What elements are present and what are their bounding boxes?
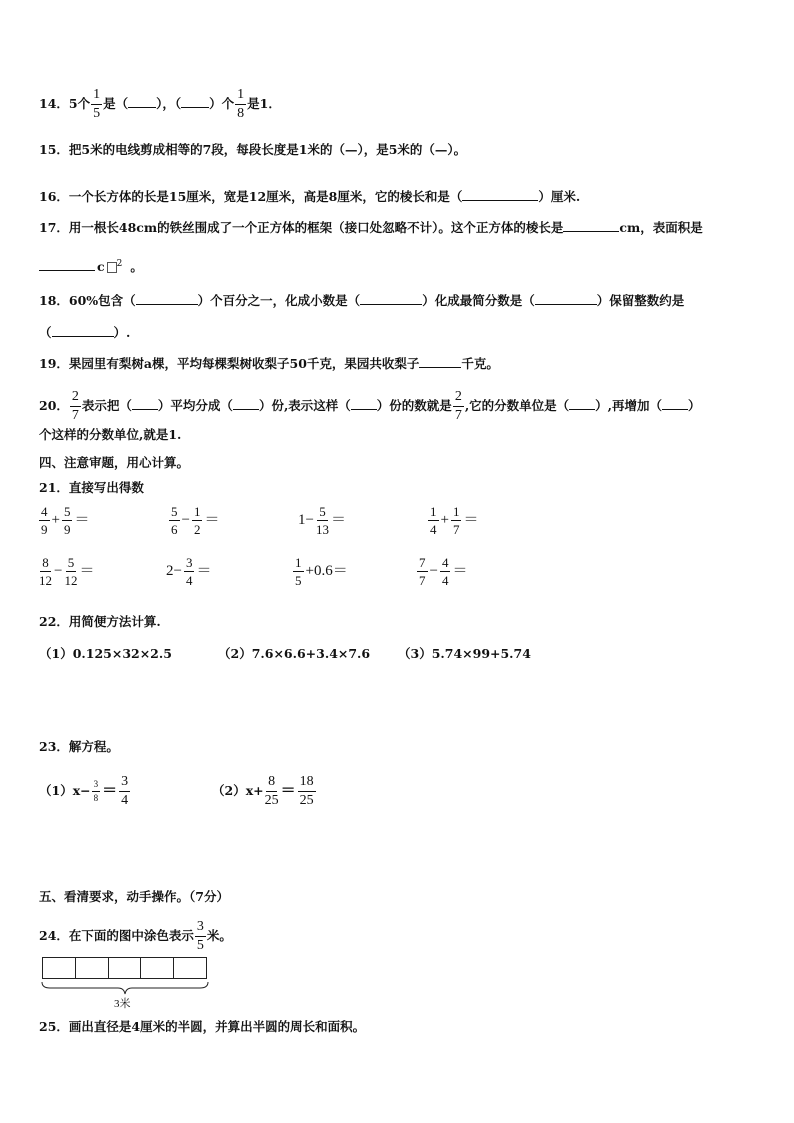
numerator: 1 (452, 504, 460, 519)
question-16 (39, 188, 580, 205)
math-symbol: ＝ (79, 562, 95, 579)
numerator: 8 (42, 555, 49, 570)
q20-f1-denominator: 7 (71, 408, 79, 423)
q20-blank-1[interactable] (132, 397, 158, 410)
q18-blank-3[interactable] (535, 292, 597, 305)
math-symbol: 2− (166, 562, 182, 579)
math-symbol: ＝ (330, 511, 346, 528)
q18-text-c: ）化成最简分数是（ (422, 293, 535, 308)
q20-text-f: ）,再增加（ (595, 398, 663, 413)
math-symbol: − (54, 562, 63, 579)
numerator: 5 (171, 504, 178, 519)
question-19 (39, 355, 499, 372)
q14-f2-denominator: 8 (237, 106, 245, 121)
fraction (192, 505, 203, 536)
q23-part-2 (212, 775, 317, 808)
question-23-title: 23．解方程。 (39, 739, 119, 754)
q20-text-g: ） (688, 398, 701, 413)
q22-part-2: （2）7.6×6.6+3.4×7.6 (218, 646, 371, 661)
q20-fraction-1 (70, 390, 81, 423)
question-17-line-2 (39, 256, 143, 275)
denominator: 4 (185, 573, 193, 588)
numerator: 18 (298, 775, 316, 792)
question-14 (39, 88, 281, 121)
q18-blank-4[interactable] (52, 324, 114, 337)
q14-text-b: 是（ (103, 96, 129, 111)
fraction (298, 775, 316, 808)
fraction (39, 505, 50, 536)
math-symbol: + (51, 511, 60, 528)
fraction (62, 505, 73, 536)
q14-number: 14． (39, 96, 69, 111)
question-20-line-1 (39, 390, 701, 423)
q14-f1-numerator: 1 (91, 88, 102, 105)
question-22-title: 22．用简便方法计算. (39, 614, 161, 629)
strip-cell[interactable] (76, 958, 109, 978)
q14-text-e: 是1． (247, 96, 281, 111)
q20-f2-denominator: 7 (454, 408, 462, 423)
strip-cell[interactable] (174, 958, 206, 978)
q24-fraction (195, 920, 206, 953)
q17-text-b: cm，表面积是 (619, 220, 703, 235)
numerator: 4 (41, 504, 48, 519)
fraction (184, 556, 195, 587)
math-symbol: ＝ (102, 781, 118, 799)
denominator: 7 (452, 522, 460, 537)
math-symbol: ＝ (196, 562, 212, 579)
fraction (293, 556, 304, 587)
question-17-line-1 (39, 219, 703, 236)
math-symbol: ＝ (463, 511, 479, 528)
q21-item-2 (168, 505, 220, 536)
denominator: 25 (299, 793, 314, 808)
q23-part-1 (39, 775, 131, 808)
q17-superscript: 2 (116, 259, 123, 269)
q14-text-c: ），（ (156, 96, 182, 111)
q20-number: 20． (39, 398, 69, 413)
q19-text-a: 19．果园里有梨树a棵，平均每棵梨树收梨子50千克，果园共收梨子 (39, 356, 420, 371)
q14-f2-numerator: 1 (235, 88, 246, 105)
denominator: 4 (441, 573, 449, 588)
denominator: 5 (295, 573, 302, 588)
q21-item-1 (38, 505, 90, 536)
denominator: 9 (41, 522, 48, 537)
fraction (417, 556, 428, 587)
q18-text-f: ）. (113, 325, 131, 340)
math-symbol: （2）x+ (212, 783, 264, 798)
q20-blank-3[interactable] (351, 397, 377, 410)
denominator: 9 (63, 522, 71, 537)
q16-text-b: ）厘米. (538, 189, 581, 204)
q20-text-a: 表示把（ (81, 398, 132, 413)
numerator: 5 (67, 555, 75, 570)
q22-part-3: （3）5.74×99+5.74 (398, 646, 531, 661)
q17-unit: c (97, 259, 105, 275)
q18-text-b: ）个百分之一，化成小数是（ (197, 293, 361, 308)
q21-item-3 (297, 505, 347, 536)
numerator: 1 (295, 555, 302, 570)
q21-item-5 (38, 556, 95, 587)
strip-cell[interactable] (109, 958, 142, 978)
denominator: 2 (193, 522, 201, 537)
math-symbol: 1− (298, 511, 314, 528)
q20-text-b: ）平均分成（ (157, 398, 233, 413)
q21-item-7 (292, 556, 349, 587)
q19-text-b: 千克。 (461, 356, 499, 371)
q17-text-a: 17．用一根长48cm的铁丝围成了一个正方体的框架（接口处忽略不计）。这个正方体的棱长是 (39, 220, 564, 235)
denominator: 8 (93, 793, 99, 803)
denominator: 13 (315, 522, 329, 537)
math-symbol: − (429, 562, 438, 579)
q20-text-d: ）份的数就是 (376, 398, 452, 413)
question-24 (39, 920, 232, 953)
numerator: 5 (319, 504, 326, 519)
q16-blank[interactable] (462, 188, 538, 201)
q20-f1-numerator: 2 (70, 390, 81, 407)
math-symbol: ＝ (452, 562, 468, 579)
question-18-line-2 (39, 324, 130, 341)
denominator: 4 (121, 793, 129, 808)
missing-glyph-icon (107, 262, 117, 273)
numerator: 8 (266, 775, 277, 792)
denominator: 12 (64, 573, 78, 588)
q14-text-a: 5个 (68, 96, 91, 111)
denominator: 7 (419, 573, 426, 588)
fraction (451, 505, 462, 536)
fraction (428, 505, 439, 536)
q16-text-a: 16．一个长方体的长是15厘米，宽是12厘米，高是8厘米，它的棱长和是（ (39, 189, 463, 204)
numerator: 3 (119, 775, 130, 792)
q18-blank-1[interactable] (136, 292, 198, 305)
section-4-heading: 四、注意审题，用心计算。 (39, 455, 190, 470)
q19-blank[interactable] (419, 355, 461, 368)
fraction (39, 556, 52, 587)
math-symbol: ＝ (280, 781, 296, 799)
q17-blank-2[interactable] (39, 258, 95, 271)
numerator: 5 (63, 504, 71, 519)
fraction (316, 505, 329, 536)
q17-text-d: 。 (130, 259, 143, 275)
q20-text-c: ）份,表示这样（ (258, 398, 351, 413)
math-symbol: − (181, 511, 190, 528)
strip-cell[interactable] (141, 958, 174, 978)
fraction (265, 775, 279, 808)
q21-item-8 (416, 556, 468, 587)
q21-item-4 (427, 505, 479, 536)
q20-blank-2[interactable] (233, 397, 259, 410)
question-15: 15．把5米的电线剪成相等的7段，每段长度是1米的（—），是5米的（—）。 (39, 142, 467, 157)
denominator: 6 (171, 522, 178, 537)
q18-text-a: 18．60%包含（ (39, 293, 136, 308)
q14-text-d: ）个 (209, 96, 235, 111)
q24-length-label: 3米 (114, 998, 131, 1010)
q24-text-a: 24．在下面的图中涂色表示 (39, 928, 194, 943)
q18-blank-2[interactable] (360, 292, 422, 305)
q14-fraction-1 (91, 88, 102, 121)
numerator: 3 (185, 555, 193, 570)
q20-blank-4[interactable] (569, 397, 595, 410)
denominator: 4 (430, 522, 437, 537)
q24-denominator: 5 (196, 938, 204, 953)
q14-blank-1[interactable] (128, 95, 156, 108)
q14-f1-denominator: 5 (93, 106, 101, 121)
q24-strip-diagram (42, 957, 207, 979)
q24-numerator: 3 (195, 920, 206, 937)
fraction (119, 775, 130, 808)
q14-fraction-2 (235, 88, 246, 121)
numerator: 1 (430, 504, 437, 519)
question-20-line-2: 个这样的分数单位,就是1. (39, 427, 182, 442)
question-18-line-1 (39, 292, 684, 309)
denominator: 12 (39, 573, 52, 588)
q22-part-1: （1）0.125×32×2.5 (39, 646, 172, 661)
numerator: 3 (92, 780, 101, 792)
math-symbol: ＝ (74, 511, 90, 528)
fraction (440, 556, 451, 587)
question-21-title: 21．直接写出得数 (39, 480, 144, 495)
strip-cell[interactable] (43, 958, 76, 978)
q20-f2-numerator: 2 (453, 390, 464, 407)
fraction (92, 780, 101, 803)
fraction (169, 505, 180, 536)
numerator: 7 (419, 555, 426, 570)
fraction (64, 556, 77, 587)
numerator: 1 (193, 504, 201, 519)
denominator: 25 (264, 793, 279, 808)
math-symbol: （1）x− (39, 783, 91, 798)
math-symbol: +0.6＝ (305, 562, 348, 579)
q17-blank-1[interactable] (563, 219, 619, 232)
numerator: 4 (441, 555, 449, 570)
q14-blank-2[interactable] (181, 95, 209, 108)
section-5-heading: 五、看清要求，动手操作。（7分） (39, 889, 229, 904)
q18-text-e: （ (39, 325, 52, 340)
q20-text-e: ,它的分数单位是（ (464, 398, 570, 413)
math-symbol: ＝ (204, 511, 220, 528)
math-symbol: + (440, 511, 449, 528)
q21-item-6 (165, 556, 212, 587)
q20-fraction-2 (453, 390, 464, 423)
q20-blank-5[interactable] (662, 397, 688, 410)
q24-text-b: 米。 (206, 928, 232, 943)
question-25: 25．画出直径是4厘米的半圆，并算出半圆的周长和面积。 (39, 1019, 366, 1034)
q18-text-d: ）保留整数约是 (596, 293, 685, 308)
